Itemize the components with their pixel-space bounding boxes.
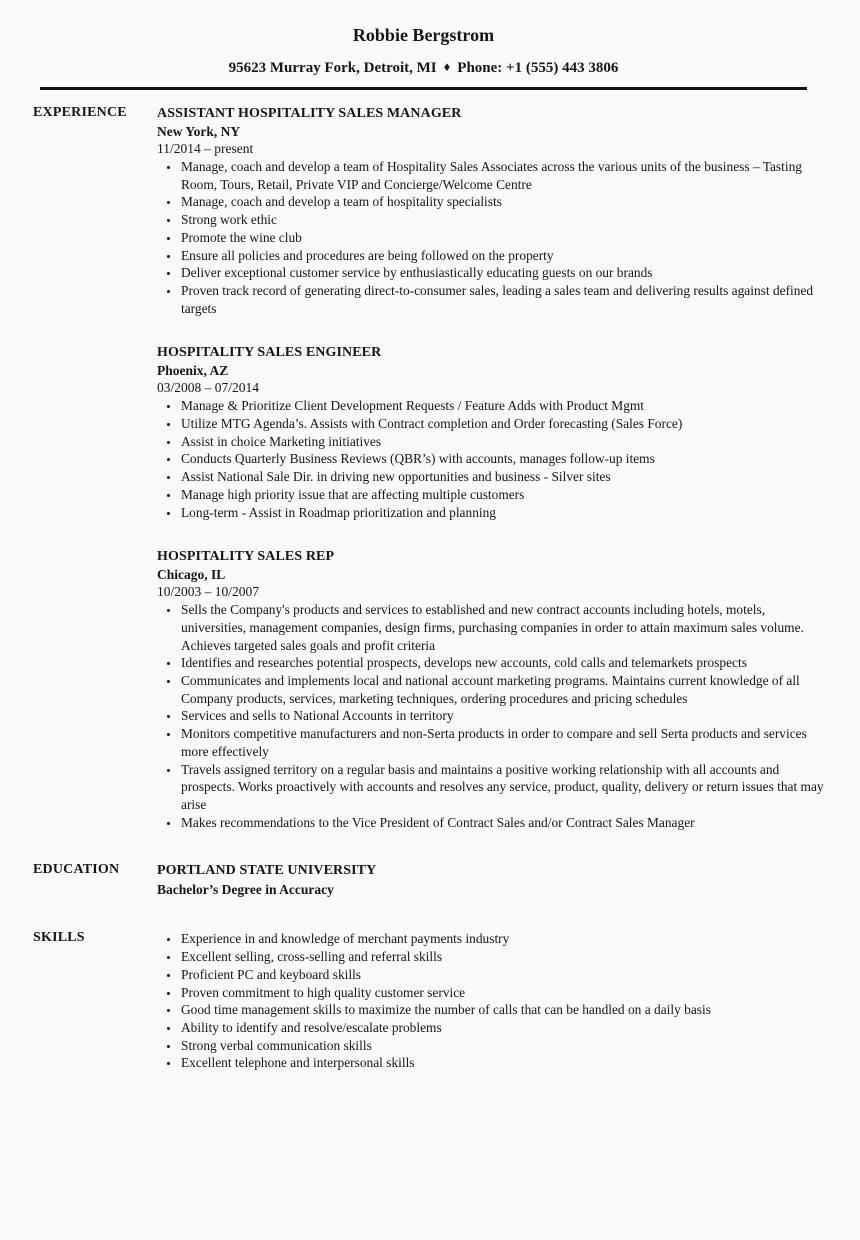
job-bullet-list bbox=[157, 158, 833, 317]
bullet-item: • Proven track record of generating direct-to-consumer sales, leading a sales team and delivering results against defined targets bbox=[180, 282, 833, 317]
job-bullet-list bbox=[157, 601, 833, 831]
job-title: HOSPITALITY SALES REP bbox=[157, 549, 335, 565]
bullet-item: • Makes recommendations to the Vice President of Contract Sales and/or Contract Sales Manager bbox=[180, 814, 833, 832]
job-entry-assistant-hospitality-sales-manager bbox=[157, 104, 833, 317]
job-entry-hospitality-sales-engineer bbox=[157, 343, 833, 521]
education-content bbox=[157, 861, 833, 899]
school-name: PORTLAND STATE UNIVERSITY bbox=[157, 863, 377, 879]
diamond-separator-icon: ♦ bbox=[443, 59, 451, 74]
bullet-item: • Travels assigned territory on a regular basis and maintains a positive working relationship with all accounts and prospects. Works proactively with accounts and resolves any service, product, quality, delivery or return issues that may arise bbox=[180, 761, 833, 814]
job-dates: 11/2014 – present bbox=[157, 141, 254, 156]
job-location: Phoenix, AZ bbox=[157, 363, 229, 379]
skill-item: • Good time management skills to maximize the number of calls that can be handled on a daily basis bbox=[180, 1001, 833, 1019]
section-education bbox=[33, 861, 833, 899]
skill-item: • Ability to identify and resolve/escalate problems bbox=[180, 1019, 833, 1037]
contact-address: 95623 Murray Fork, Detroit, MI bbox=[228, 60, 437, 76]
bullet-item: • Long-term - Assist in Roadmap prioritization and planning bbox=[180, 504, 833, 522]
bullet-item: • Deliver exceptional customer service by enthusiastically educating guests on our brands bbox=[180, 264, 833, 282]
bullet-item: • Assist National Sale Dir. in driving new opportunities and business - Silver sites bbox=[180, 468, 833, 486]
skills-content bbox=[157, 929, 833, 1072]
contact-line bbox=[40, 57, 807, 78]
skill-item: • Proficient PC and keyboard skills bbox=[180, 966, 833, 984]
section-experience bbox=[33, 104, 833, 831]
skill-item: • Excellent telephone and interpersonal skills bbox=[180, 1054, 833, 1072]
bullet-item: • Strong work ethic bbox=[180, 211, 833, 229]
bullet-item: • Communicates and implements local and national account marketing programs. Maintains current knowledge of all Company products, services, marketing techniques, ordering procedures and pricing schedules bbox=[180, 672, 833, 707]
skills-bullet-list bbox=[157, 930, 833, 1072]
bullet-item: • Manage, coach and develop a team of hospitality specialists bbox=[180, 193, 833, 211]
job-title: ASSISTANT HOSPITALITY SALES MANAGER bbox=[157, 106, 462, 121]
skills-label: SKILLS bbox=[33, 930, 85, 946]
resume-header bbox=[40, 0, 807, 90]
experience-label: EXPERIENCE bbox=[33, 105, 127, 120]
job-dates: 03/2008 – 07/2014 bbox=[157, 380, 260, 396]
bullet-item: • Identifies and researches potential prospects, develops new accounts, cold calls and telemarkets prospects bbox=[180, 654, 833, 672]
bullet-item: • Manage & Prioritize Client Development Requests / Feature Adds with Product Mgmt bbox=[180, 397, 833, 415]
skill-item: • Strong verbal communication skills bbox=[180, 1037, 833, 1055]
section-skills bbox=[33, 929, 833, 1072]
bullet-item: • Manage high priority issue that are affecting multiple customers bbox=[180, 486, 833, 504]
bullet-item: • Sells the Company's products and services to established and new contract accounts including hotels, motels, universities, management companies, design firms, purchasing companies in order to attain maximum sales volume. Achieves targeted sales goals and profit criteria bbox=[180, 601, 833, 654]
bullet-item: • Services and sells to National Accounts in territory bbox=[180, 707, 833, 725]
bullet-item: • Ensure all policies and procedures are being followed on the property bbox=[180, 247, 833, 265]
education-label: EDUCATION bbox=[33, 862, 120, 878]
bullet-item: • Assist in choice Marketing initiatives bbox=[180, 433, 833, 451]
job-location: New York, NY bbox=[157, 124, 241, 139]
skill-item: • Experience in and knowledge of merchant payments industry bbox=[180, 930, 833, 948]
person-name: Robbie Bergstrom bbox=[352, 25, 495, 45]
job-dates: 10/2003 – 10/2007 bbox=[157, 584, 260, 600]
job-entry-hospitality-sales-rep bbox=[157, 547, 833, 831]
bullet-item: • Conducts Quarterly Business Reviews (QBR’s) with accounts, manages follow-up items bbox=[180, 450, 833, 468]
bullet-item: • Utilize MTG Agenda’s. Assists with Contract completion and Order forecasting (Sales Force) bbox=[180, 415, 833, 433]
job-location: Chicago, IL bbox=[157, 567, 226, 583]
skill-item: • Proven commitment to high quality customer service bbox=[180, 984, 833, 1002]
job-bullet-list bbox=[157, 397, 833, 521]
bullet-item: • Monitors competitive manufacturers and non-Serta products in order to compare and sell Serta products and services more effectively bbox=[180, 725, 833, 760]
experience-content bbox=[157, 104, 833, 831]
bullet-item: • Manage, coach and develop a team of Hospitality Sales Associates across the various units of the business – Tasting Room, Tours, Retail, Private VIP and Concierge/Welcome Centre bbox=[180, 158, 833, 193]
degree: Bachelor’s Degree in Accuracy bbox=[157, 882, 334, 898]
skill-item: • Excellent selling, cross-selling and referral skills bbox=[180, 948, 833, 966]
job-title: HOSPITALITY SALES ENGINEER bbox=[157, 345, 382, 361]
header-divider bbox=[40, 87, 807, 90]
bullet-item: • Promote the wine club bbox=[180, 229, 833, 247]
contact-phone: Phone: +1 (555) 443 3806 bbox=[457, 60, 619, 76]
resume-body bbox=[33, 104, 833, 1072]
